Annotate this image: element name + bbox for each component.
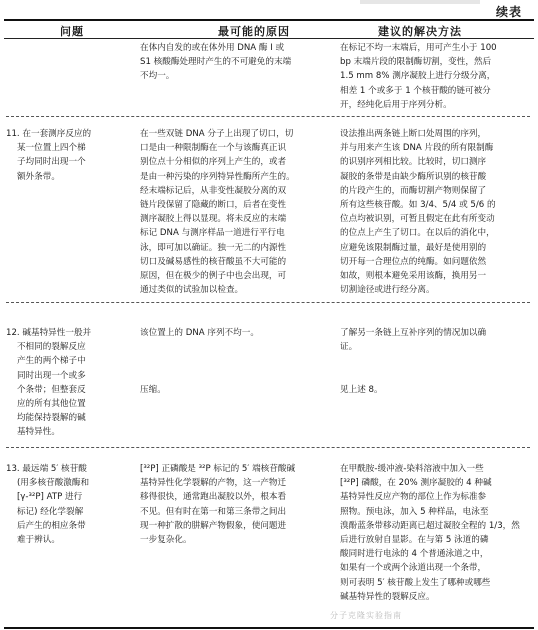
table-top-rule bbox=[4, 19, 534, 21]
row-fix: 在标记不均一末端后，用可产生小于 100 bp 末端片段的限制酶切割，变性，然后 1.5 mm 8% 测序凝胶上进行分级分离， 相差 1 个或多于 1 个核苷酸的链可被分 开，经纯化后用于序列分析。 bbox=[340, 43, 497, 110]
row-cause: 该位置上的 DNA 序列不均一。 压缩。 bbox=[140, 328, 259, 395]
row-fix: 了解另一条链上互补序列的情况加以确 证。 见上述 8。 bbox=[340, 328, 487, 395]
row-issue: 12. 碱基特异性一般并 不相同的裂解反应 产生的两个梯子中 同时出现一个或多 个条带；但整套反 应的所有其他位置 均能保持裂解的碱 基特异性。 bbox=[6, 328, 92, 438]
row-issue: 13. 最远端 5′ 核苷酸 (用多核苷酸激酶和 [γ-³²P] ATP 进行 标记) 经化学裂解 后产生的相应条带 难于辨认。 bbox=[6, 464, 90, 546]
table-header-rule bbox=[4, 38, 534, 39]
row-divider bbox=[6, 447, 530, 448]
row-cause: 在体内自发的或在体外用 DNA 酶 I 或 S1 核酸酶处理时产生的不可避免的末端 不均一。 bbox=[140, 43, 292, 82]
continued-label: 续表 bbox=[495, 5, 522, 19]
row-cause: [³²P] 正磷酸是 ³²P 标记的 5′ 端核苷酸碱 基特异性化学裂解的产物，这一产物迁 移得很快，通常跑出凝胶以外，根本看 不见。但有时在第一和第三条带之间出 现一种扩散的肼解产物假象，使问题进 一步复杂化。 bbox=[140, 464, 296, 546]
row-divider bbox=[6, 302, 530, 303]
header-cause: 最可能的原因 bbox=[218, 25, 290, 38]
row-issue: 11. 在一套测序反应的 某一位置上四个梯 子均同时出现一个 额外条带。 bbox=[6, 129, 92, 182]
header-issue: 问题 bbox=[60, 25, 84, 38]
row-divider bbox=[6, 116, 530, 117]
footer-ghost-text: 分子克隆实验指南 bbox=[330, 611, 402, 620]
table-bottom-rule bbox=[4, 627, 534, 629]
header-fix: 建议的解决方法 bbox=[378, 25, 462, 38]
row-cause: 在一些双链 DNA 分子上出现了切口，切 口是由一种限制酶在一个与该酶真正识 别位点十分相似的序列上产生的，或者 是由一种污染的序列特异性酶所产生的。 经末端标记后，从非变性凝胶分离的双 链片段保留了隐藏的断口，后者在变性 测序凝胶上得以显现。将未反应的末端 标记 DNA 与测序样品一道进行平行电 泳，即可加以确证。独一无二的内源性 切口及碱易感性的核苷酸虽不大可能的 原因，但在极少的例子中也会出现，可 通过类似的试验加以检查。 bbox=[140, 129, 295, 296]
top-edge-ghost bbox=[360, 0, 480, 4]
row-fix: 设法推出两条链上断口处周围的序列， 并与用来产生该 DNA 片段的所有限制酶 的识别序列相比较。比较时，切口测序 凝胶的条带是由缺少酶所识别的核苷酸 的片段产生的，而酶切割产物则保留了 所有这些核苷酸。如 3/4、5/4 或 5/6 的 位点均被识别，可暂且假定在此有所变动 的位点上产生了切口。在以后的消化中， 应避免该限制酶过量，最好是使用别的 切开每一合理位点的纯酶。如问题依然 如故，则根本避免采用该酶，换用另一 切割途径或进行经分离。 bbox=[340, 129, 496, 296]
row-fix: 在甲酰胺-缓冲液-染料溶液中加入一些 [³²P] 磷酸，在 20% 测序凝胶的 4 种碱 基特异性反应产物的部位上作为标准参 照物。预电泳，加入 5 种样品，电泳至 溴酚蓝条带移动距离已超过凝胶全程的 1/3，然 后进行放射自显影。在与第 5 泳道的磷 酸同时进行电泳的 4 个普通泳道之中， 如果有一个或两个泳道出现一个条带， 则可表明 5′ 核苷酸上发生了哪种或哪些 碱基特异性的裂解反应。 bbox=[340, 464, 520, 602]
